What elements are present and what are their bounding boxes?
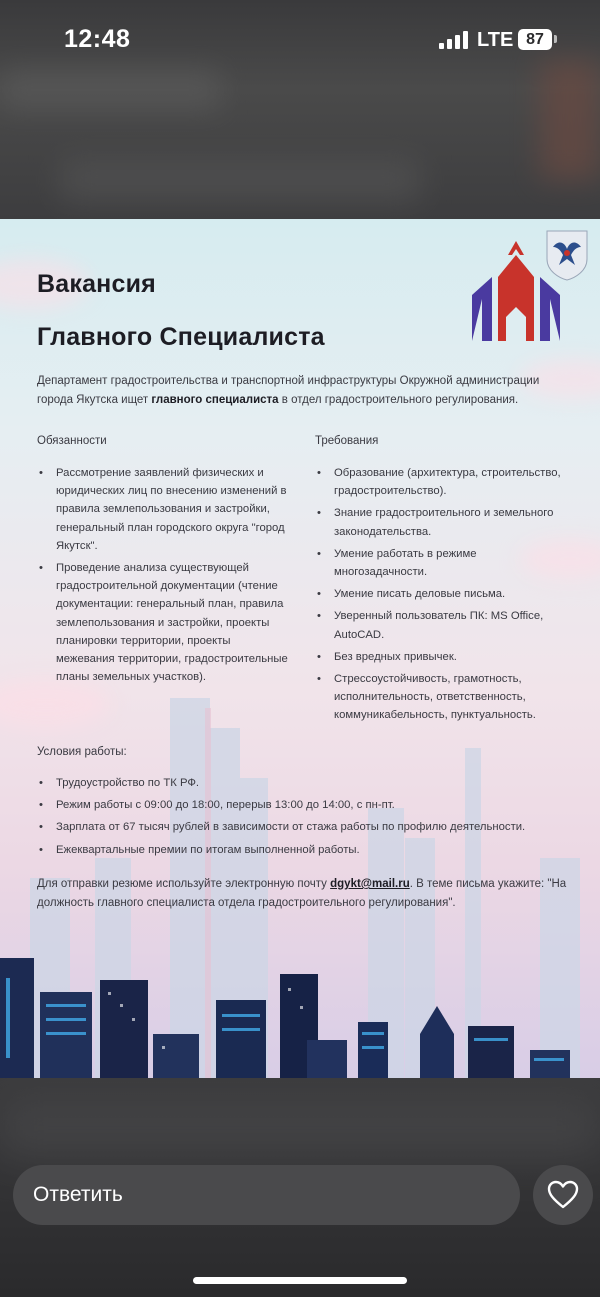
contact-text: Для отправки резюме используйте электронную почту bbox=[37, 878, 331, 890]
requirements-list bbox=[315, 464, 567, 729]
city-emblem bbox=[545, 229, 589, 281]
intro-text: Департамент градостроительства и транспортной инфраструктуры Окружной администрации города Якутска ищет bbox=[37, 375, 540, 406]
conditions-list bbox=[37, 774, 567, 863]
intro-bold-text: главного специалиста bbox=[151, 394, 279, 406]
network-type: LTE bbox=[477, 29, 514, 51]
duties-list bbox=[37, 464, 289, 690]
poster-title-line2: Главного Специалиста bbox=[37, 323, 325, 351]
contact-email[interactable]: dgykt@mail.ru bbox=[330, 878, 410, 890]
contact-info bbox=[37, 875, 567, 913]
duty-item: • Рассмотрение заявлений физических и юридических лиц по внесению изменений в правила землепользования и застройки, генеральный план городского округа "город Якутск". bbox=[37, 464, 289, 555]
status-bar bbox=[0, 0, 600, 80]
requirement-item: • Уверенный пользователь ПК: MS Office, AutoCAD. bbox=[315, 607, 567, 643]
requirement-item: • Знание градостроительного и земельного законодательства. bbox=[315, 504, 567, 540]
intro-text-end: в отдел градостроительного регулирования. bbox=[278, 394, 519, 406]
vacancy-poster bbox=[0, 219, 600, 1078]
requirement-item: • Умение писать деловые письма. bbox=[315, 585, 567, 603]
condition-item: • Трудоустройство по ТК РФ. bbox=[37, 774, 567, 792]
requirement-item: • Стрессоустойчивость, грамотность, исполнительность, ответственность, коммуникабельность, пунктуальность. bbox=[315, 670, 567, 725]
conditions-heading: Условия работы: bbox=[37, 746, 127, 758]
poster-title-line1: Вакансия bbox=[37, 270, 156, 298]
duty-item: • Проведение анализа существующей градостроительной документации (чтение документации: генеральный план, правила землепользования и застройки, проекты планировки территории, проекты межевания территории, градостроительные планы земельных участков). bbox=[37, 559, 289, 686]
battery-icon: 87 bbox=[518, 29, 552, 50]
condition-item: • Зарплата от 67 тысяч рублей в зависимости от стажа работы по профилю деятельности. bbox=[37, 818, 567, 836]
like-button[interactable] bbox=[533, 1165, 593, 1225]
heart-icon bbox=[547, 1180, 579, 1210]
status-time: 12:48 bbox=[64, 25, 131, 53]
requirement-item: • Без вредных привычек. bbox=[315, 648, 567, 666]
reply-input[interactable]: Ответить bbox=[13, 1165, 520, 1225]
poster-intro bbox=[37, 372, 562, 410]
condition-item: • Режим работы с 09:00 до 18:00, перерыв 13:00 до 14:00, с пн-пт. bbox=[37, 796, 567, 814]
requirement-item: • Умение работать в режиме многозадачности. bbox=[315, 545, 567, 581]
home-indicator[interactable] bbox=[193, 1277, 407, 1284]
contact-text-end: . В теме письма укажите: "На должность главного специалиста отдела градостроительного регулирования". bbox=[37, 878, 567, 909]
duties-heading: Обязанности bbox=[37, 435, 107, 447]
cellular-signal-icon bbox=[439, 31, 469, 49]
requirements-heading: Требования bbox=[315, 435, 379, 447]
requirement-item: • Образование (архитектура, строительство, градостроительство). bbox=[315, 464, 567, 500]
battery-tip bbox=[554, 35, 557, 43]
condition-item: • Ежеквартальные премии по итогам выполненной работы. bbox=[37, 841, 567, 859]
